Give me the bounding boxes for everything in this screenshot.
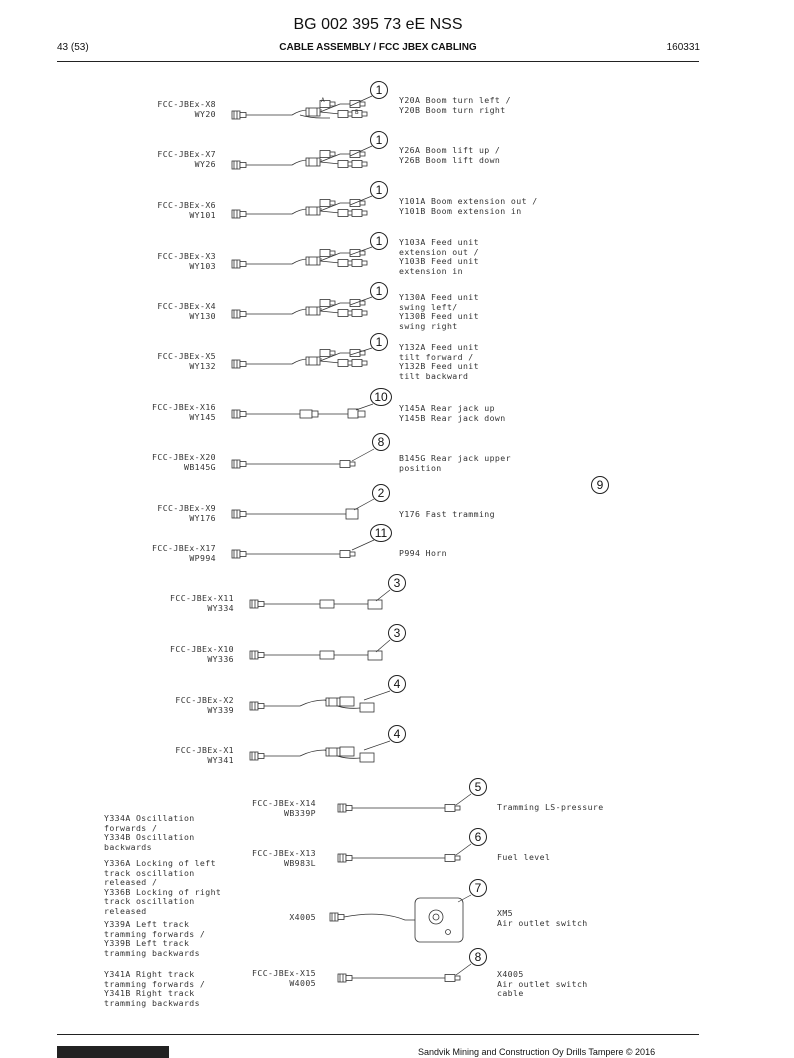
left-note-y336: Y336A Locking of left track oscillation released / Y336B Locking of right track oscillation released xyxy=(104,858,222,916)
cable-description: X4005 Air outlet switch cable xyxy=(497,969,588,999)
cable-x10 xyxy=(250,651,382,660)
connector-label: FCC-JBEx-X20 WB145G xyxy=(152,452,216,472)
cable-description: P994 Horn xyxy=(399,548,447,558)
document-id: BG 002 395 73 eE NSS xyxy=(293,16,463,33)
cable-x8 xyxy=(232,101,367,120)
connector-label: FCC-JBEx-X10 WY336 xyxy=(170,644,234,664)
cable-x14 xyxy=(338,804,460,812)
connector-label: FCC-JBEx-X9 WY176 xyxy=(157,503,216,523)
callout-number: 8 xyxy=(469,948,487,966)
left-note-y334: Y334A Oscillation forwards / Y334B Oscillation backwards xyxy=(104,813,195,852)
cable-description: Fuel level xyxy=(497,852,551,862)
cable-x3 xyxy=(232,250,367,269)
callout-number: 11 xyxy=(370,524,392,542)
connector-label: FCC-JBEx-X14 WB339P xyxy=(252,798,316,818)
connector-label: X4005 xyxy=(289,912,316,922)
cable-description: Tramming LS-pressure xyxy=(497,802,604,812)
cable-description: Y20A Boom turn left / Y20B Boom turn right xyxy=(399,95,511,115)
connector-label: FCC-JBEx-X13 WB983L xyxy=(252,848,316,868)
connector-label: FCC-JBEx-X7 WY26 xyxy=(157,149,216,169)
callout-number: 1 xyxy=(370,181,388,199)
callout-number: 1 xyxy=(370,333,388,351)
connector-label: FCC-JBEx-X15 W4005 xyxy=(252,968,316,988)
connector-label: FCC-JBEx-X6 WY101 xyxy=(157,200,216,220)
cable-x11 xyxy=(250,600,382,609)
section-title: CABLE ASSEMBLY / FCC JBEX CABLING xyxy=(279,42,477,53)
callout-number: 5 xyxy=(469,778,487,796)
cable-x7 xyxy=(232,151,367,170)
connector-label: FCC-JBEx-X5 WY132 xyxy=(157,351,216,371)
callout-number: 1 xyxy=(370,81,388,99)
callout-leaders xyxy=(350,96,471,975)
cable-description: Y130A Feed unit swing left/ Y130B Feed unit swing right xyxy=(399,292,479,331)
callout-number: 1 xyxy=(370,282,388,300)
connector-label: FCC-JBEx-X8 WY20 xyxy=(157,99,216,119)
cable-description: Y145A Rear jack up Y145B Rear jack down xyxy=(399,403,506,423)
cable-description: B145G Rear jack upper position xyxy=(399,453,511,473)
cable-description: XM5 Air outlet switch xyxy=(497,908,588,928)
cable-x17 xyxy=(232,550,355,558)
connector-label: FCC-JBEx-X16 WY145 xyxy=(152,402,216,422)
cable-description: Y26A Boom lift up / Y26B Boom lift down xyxy=(399,145,501,165)
callout-number: 8 xyxy=(372,433,390,451)
cable-description: Y132A Feed unit tilt forward / Y132B Feed unit tilt backward xyxy=(399,342,479,381)
connector-label: FCC-JBEx-X2 WY339 xyxy=(175,695,234,715)
callout-number: 4 xyxy=(388,725,406,743)
callout-number: 2 xyxy=(372,484,390,502)
callout-number: 10 xyxy=(370,388,392,406)
cable-x16 xyxy=(232,409,365,418)
callout-number: 4 xyxy=(388,675,406,693)
footer-rule xyxy=(57,1034,699,1035)
callout-number: 3 xyxy=(388,574,406,592)
cable-x9 xyxy=(232,509,358,519)
connector-label: FCC-JBEx-X11 WY334 xyxy=(170,593,234,613)
callout-number: 6 xyxy=(469,828,487,846)
connector-label: FCC-JBEx-X17 WP994 xyxy=(152,543,216,563)
cable-x5 xyxy=(232,350,367,369)
cable-description: Y103A Feed unit extension out / Y103B Feed unit extension in xyxy=(399,237,479,276)
document-date: 160331 xyxy=(666,42,700,53)
callout-number: 3 xyxy=(388,624,406,642)
footer-copyright: Sandvik Mining and Construction Oy Drills Tampere © 2016 xyxy=(418,1047,656,1057)
cable-description: Y101A Boom extension out / Y101B Boom extension in xyxy=(399,196,538,216)
left-note-y341: Y341A Right track tramming forwards / Y341B Right track tramming backwards xyxy=(104,969,206,1008)
sandvik-logo xyxy=(57,1046,169,1058)
cable-x13 xyxy=(338,854,460,862)
plug-letter-b: B xyxy=(355,109,360,116)
plug-letter-a: A xyxy=(321,97,326,104)
cable-x15 xyxy=(338,974,460,982)
callout-number: 1 xyxy=(370,232,388,250)
cable-x1 xyxy=(250,747,374,762)
cable-x20 xyxy=(232,460,355,468)
connector-label: FCC-JBEx-X1 WY341 xyxy=(175,745,234,765)
page-number: 43 (53) xyxy=(57,42,89,53)
cable-description: Y176 Fast tramming xyxy=(399,509,495,519)
callout-number: 7 xyxy=(469,879,487,897)
connector-label: FCC-JBEx-X4 WY130 xyxy=(157,301,216,321)
callout-number: 1 xyxy=(370,131,388,149)
callout-number: 9 xyxy=(591,476,609,494)
cable-x6 xyxy=(232,200,367,219)
cable-x4 xyxy=(232,300,367,319)
left-note-y339: Y339A Left track tramming forwards / Y339B Left track tramming backwards xyxy=(104,919,206,958)
cable-x4005 xyxy=(330,898,463,942)
connector-label: FCC-JBEx-X3 WY103 xyxy=(157,251,216,271)
cable-x2 xyxy=(250,697,374,712)
